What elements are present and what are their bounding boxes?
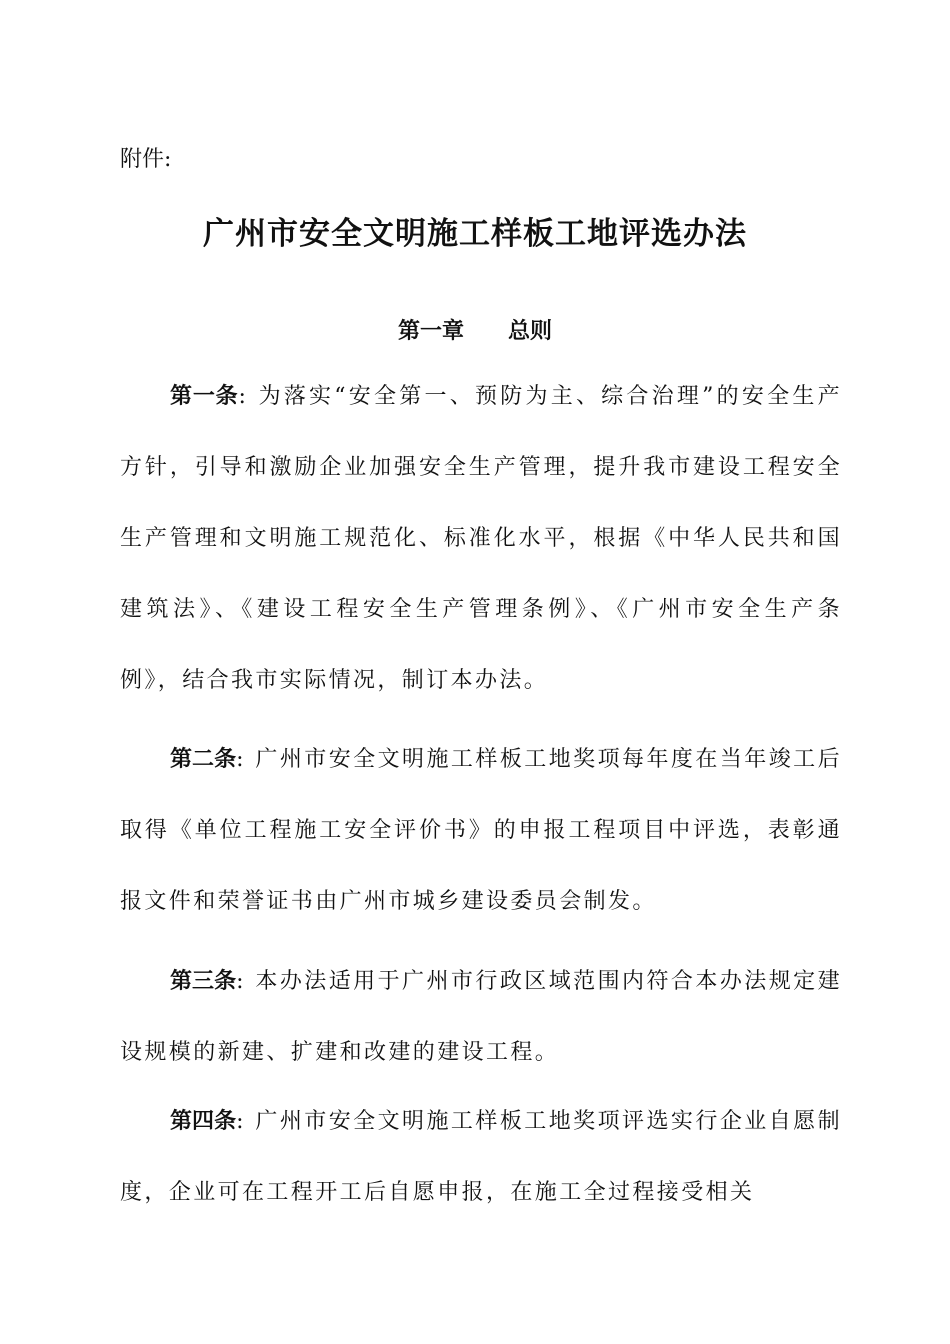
article-text: : 广州市安全文明施工样板工地奖项每年度在当年竣工后取得《单位工程施工安全评价书》的申报工程项目中评选，表彰通报文件和荣誉证书由广州市城乡建设委员会制发。: [120, 747, 842, 914]
article-text: : 为落实“安全第一、预防为主、综合治理”的安全生产方针，引导和激励企业加强安全生产管理，提升我市建设工程安全生产管理和文明施工规范化、标准化水平，根据《中华人民共和国建筑法》、《建设工程安全生产管理条例》、《广州市安全生产条例》，结合我市实际情况，制订本办法。: [120, 384, 842, 693]
article-3: [120, 946, 842, 1088]
document-title: 广州市安全文明施工样板工地评选办法: [203, 216, 747, 252]
chapter-heading: [0, 316, 950, 348]
chapter-number: 第一章: [397, 319, 464, 344]
article-label: 第三条: [170, 969, 237, 994]
chapter-name: 总则: [508, 319, 553, 344]
article-text: : 本办法适用于广州市行政区域范围内符合本办法规定建设规模的新建、扩建和改建的建设工程。: [120, 969, 842, 1065]
article-label: 第一条: [170, 384, 239, 409]
article-2: [120, 724, 842, 937]
article-text: : 广州市安全文明施工样板工地奖项评选实行企业自愿制度，企业可在工程开工后自愿申报，在施工全过程接受相关: [120, 1109, 842, 1205]
article-label: 第二条: [170, 747, 237, 772]
article-1: [120, 361, 842, 716]
article-4: [120, 1086, 842, 1228]
attachment-label: 附件:: [120, 147, 172, 172]
article-label: 第四条: [170, 1109, 237, 1134]
